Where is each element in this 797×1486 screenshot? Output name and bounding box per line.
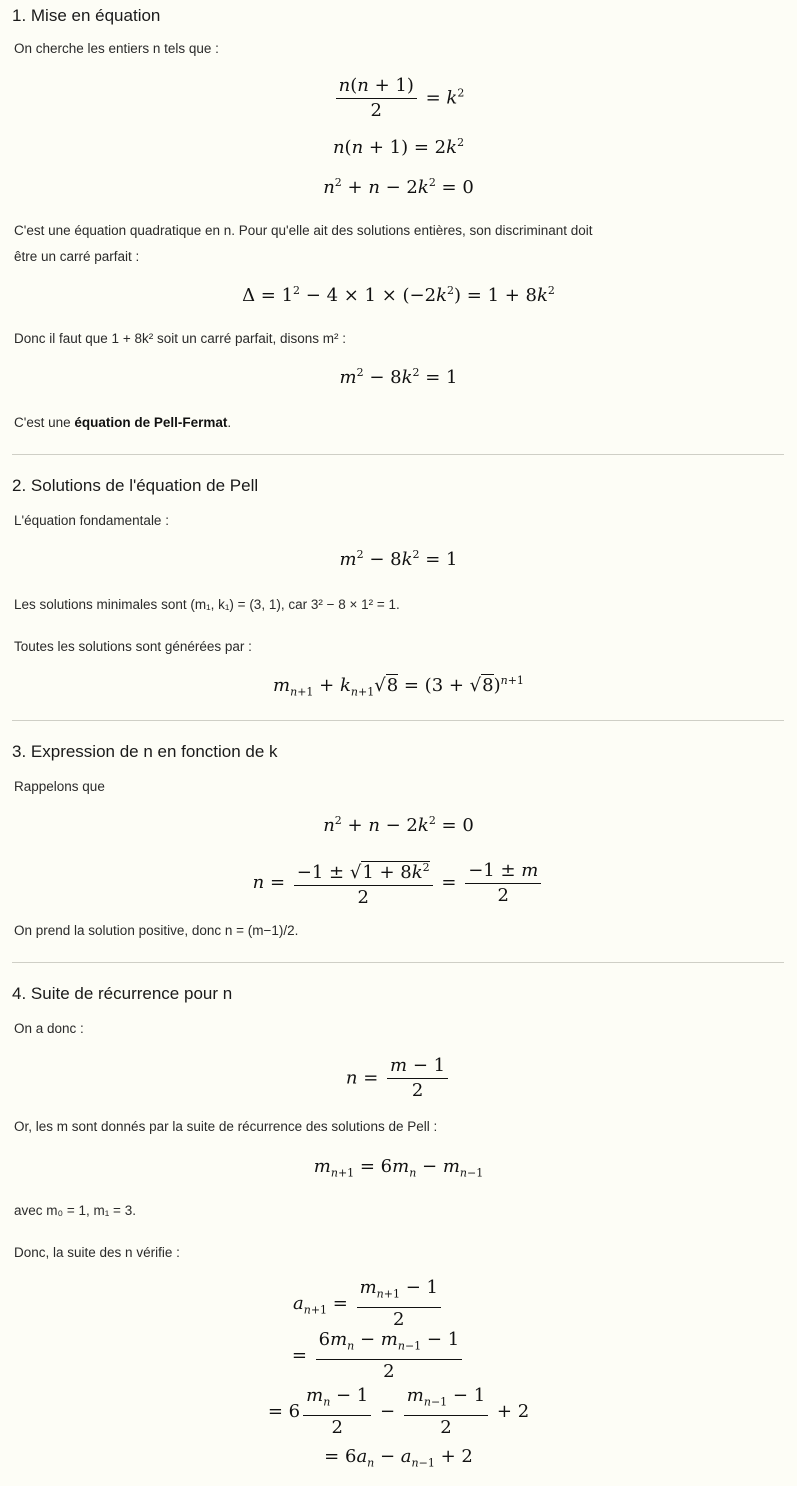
- pell-fermat-prefix: C'est une: [14, 415, 75, 430]
- section-heading-3: 3. Expression de n en fonction de k: [12, 742, 278, 761]
- equation-pell-1: $m^2 - 8k^2 = 1$: [339, 366, 458, 388]
- discriminant-text-line-2: être un carré parfait :: [14, 249, 140, 264]
- divider-2: [12, 720, 784, 721]
- equation-quadratic-recall: $n^2 + n - 2k^2 = 0$: [323, 814, 474, 836]
- equation-a-step-3: = 6 $\frac{m_n - 1}{2}$ − $\frac{m_{n-1} - 1}{2}$ + 2: [267, 1385, 530, 1438]
- initial-values-text: avec m₀ = 1, m₁ = 3.: [14, 1203, 136, 1218]
- divider-1: [12, 454, 784, 455]
- generated-solutions-text: Toutes les solutions sont générées par :: [14, 639, 252, 654]
- divider-3: [12, 962, 784, 963]
- section-heading-4: 4. Suite de récurrence pour n: [12, 984, 233, 1003]
- positive-solution-text: On prend la solution positive, donc n = (m−1)/2.: [14, 923, 299, 938]
- pell-fermat-text: [14, 410, 777, 436]
- equation-a-step-4: = $6a_n - a_{n-1} + 2$: [324, 1446, 473, 1470]
- pell-recurrence-text: Or, les m sont donnés par la suite de récurrence des solutions de Pell :: [14, 1119, 438, 1134]
- pell-fermat-bold: équation de Pell-Fermat: [74, 415, 228, 430]
- equation-pell-2: $m^2 - 8k^2 = 1$: [339, 548, 458, 570]
- pell-fermat-suffix: .: [227, 415, 232, 430]
- equation-n-product: $n(n + 1) = 2k^2$: [332, 136, 465, 158]
- equation-discriminant: $\Delta = 1^2 - 4 \times 1 \times (-2k^2) = 1 + 8k^2$: [242, 284, 555, 306]
- equation-n-over-2: $\frac{n(n + 1)}{2}$ = $k^2$: [0, 74, 797, 123]
- equation-n-from-m: n = $\frac{m - 1}{2}$: [0, 1054, 797, 1103]
- equation-quadratic: $n^2 + n - 2k^2 = 0$: [323, 176, 474, 198]
- section-2-intro: L'équation fondamentale :: [14, 513, 169, 528]
- section-1-intro: On cherche les entiers n tels que :: [14, 41, 219, 56]
- sequence-text: Donc, la suite des n vérifie :: [14, 1245, 180, 1260]
- section-heading-1: 1. Mise en équation: [12, 6, 161, 25]
- section-heading-2: 2. Solutions de l'équation de Pell: [12, 476, 259, 495]
- equation-generator: $m_{n+1} + k_{n+1}√8 = (3 + √8)^{n+1}$: [273, 674, 524, 699]
- section-3-intro: Rappelons que: [14, 779, 105, 794]
- equation-quadratic-formula: n = $\frac{-1 \pm √1 + 8k^2}{2}$ = $\frac{-1 \pm m}{2}$: [0, 856, 797, 910]
- minimal-solutions-text: Les solutions minimales sont (m₁, k₁) = (3, 1), car 3² − 8 × 1² = 1.: [14, 597, 400, 612]
- perfect-square-text: Donc il faut que 1 + 8k² soit un carré parfait, disons m² :: [14, 331, 347, 346]
- section-4-intro: On a donc :: [14, 1021, 84, 1036]
- equation-a-step-2: = $\frac{6m_n - m_{n-1} - 1}{2}$: [0, 1328, 777, 1384]
- equation-a-step-1: $a_{n+1}$ = $\frac{m_{n+1} - 1}{2}$: [0, 1276, 767, 1332]
- equation-m-recurrence: $m_{n+1} = 6m_n - m_{n-1}$: [313, 1156, 484, 1180]
- discriminant-text-line-1: C'est une équation quadratique en n. Pour qu'elle ait des solutions entières, son discriminant doit: [14, 223, 593, 238]
